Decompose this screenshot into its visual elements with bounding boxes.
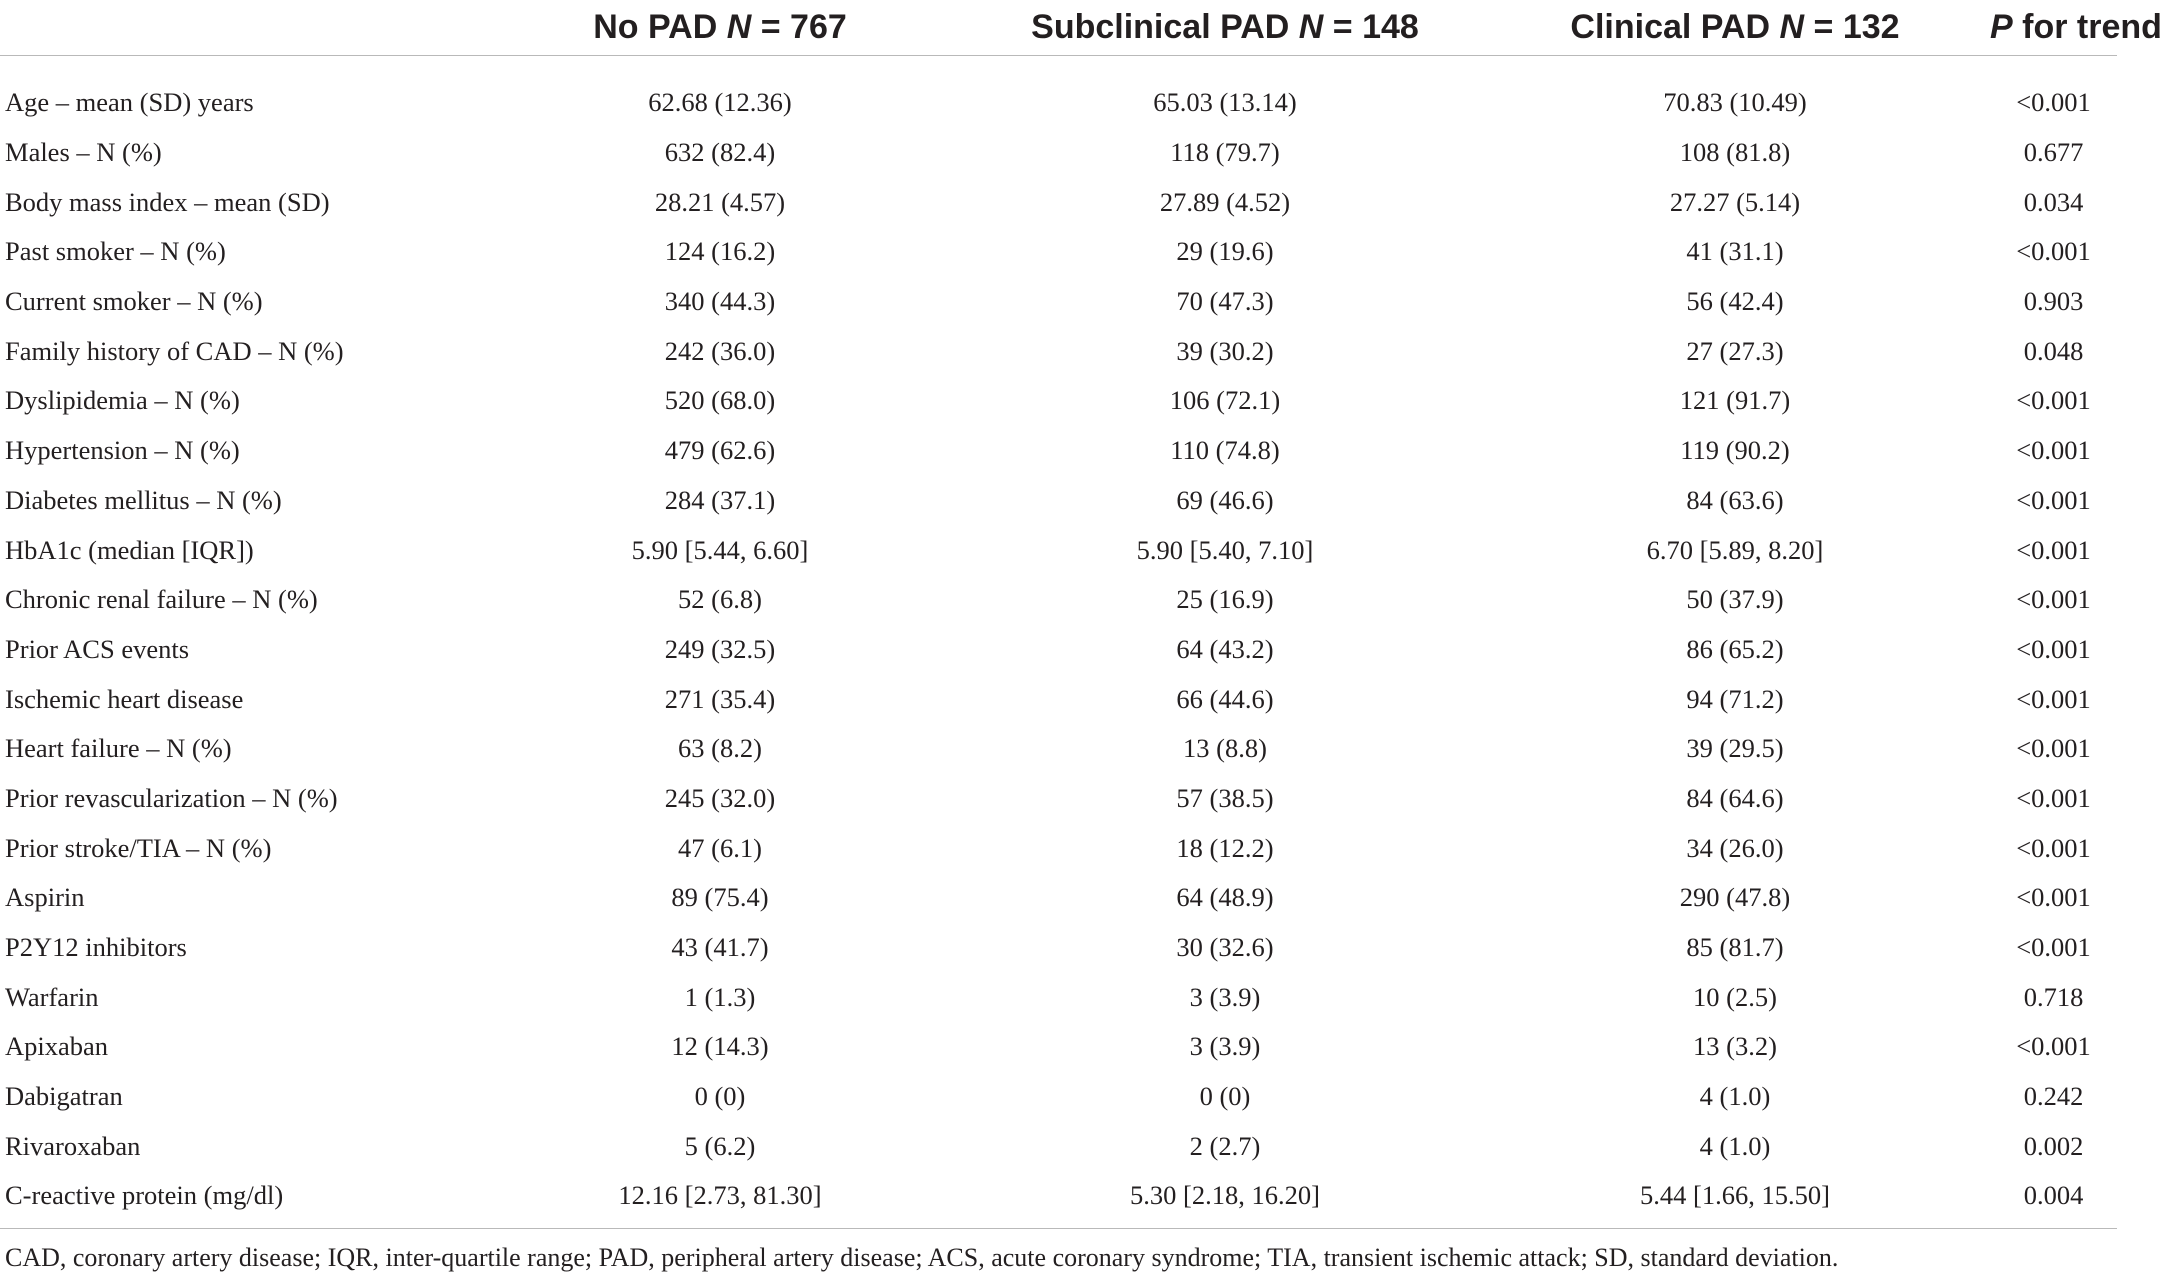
cell-clinical: 13 (3.2): [1693, 1031, 1777, 1062]
cell-no-pad: 5.90 [5.44, 6.60]: [631, 534, 809, 565]
cell-no-pad: 340 (44.3): [664, 286, 776, 317]
row-label: Past smoker – N (%): [5, 236, 226, 267]
table-row: [0, 923, 2117, 973]
header-p-for-trend: [1990, 0, 2162, 56]
row-label: Family history of CAD – N (%): [5, 335, 344, 366]
cell-p-value: <0.001: [2016, 534, 2091, 565]
cell-subclinical: 5.30 [2.18, 16.20]: [1130, 1180, 1320, 1211]
cell-no-pad: 284 (37.1): [664, 484, 776, 515]
cell-clinical: 39 (29.5): [1686, 733, 1784, 764]
table-row: [0, 128, 2117, 178]
cell-clinical: 70.83 (10.49): [1663, 87, 1807, 118]
cell-p-value: <0.001: [2016, 484, 2091, 515]
cell-subclinical: 3 (3.9): [1189, 1031, 1261, 1062]
table-row: [0, 78, 2117, 128]
cell-clinical: 27.27 (5.14): [1669, 186, 1801, 217]
cell-p-value: 0.677: [2023, 137, 2084, 168]
table-top-spacer: [0, 56, 2117, 79]
header-clinical-pad: [1480, 0, 1990, 56]
cell-p-value: <0.001: [2016, 932, 2091, 963]
cell-subclinical: 69 (46.6): [1176, 484, 1274, 515]
cell-subclinical: 66 (44.6): [1176, 683, 1274, 714]
row-label: Dyslipidemia – N (%): [5, 385, 240, 416]
row-label: Aspirin: [5, 882, 85, 913]
cell-no-pad: 47 (6.1): [678, 832, 762, 863]
table-row: [0, 1171, 2117, 1221]
row-label: Ischemic heart disease: [5, 683, 244, 714]
cell-p-value: 0.034: [2023, 186, 2084, 217]
cell-no-pad: 63 (8.2): [678, 733, 762, 764]
cell-no-pad: 43 (41.7): [671, 932, 769, 963]
header-subclinical-pad: [970, 0, 1480, 56]
cell-p-value: <0.001: [2016, 385, 2091, 416]
row-label: Prior ACS events: [5, 633, 190, 664]
cell-no-pad: 242 (36.0): [664, 335, 776, 366]
cell-p-value: <0.001: [2016, 733, 2091, 764]
header-p-italic: P: [1990, 8, 2013, 46]
cell-subclinical: 39 (30.2): [1176, 335, 1274, 366]
cell-no-pad: 0 (0): [694, 1081, 746, 1112]
cell-p-value: <0.001: [2016, 1031, 2091, 1062]
cell-subclinical: 30 (32.6): [1176, 932, 1274, 963]
cell-p-value: 0.903: [2023, 286, 2084, 317]
cell-no-pad: 632 (82.4): [664, 137, 776, 168]
cell-clinical: 85 (81.7): [1686, 932, 1784, 963]
table-footnote: CAD, coronary artery disease; IQR, inter-quartile range; PAD, peripheral artery disease; ACS, acute coronary syndrome; TIA, transient ischemic attack; SD, standard deviation.: [5, 1243, 1839, 1272]
cell-subclinical: 2 (2.7): [1189, 1130, 1261, 1161]
table-row: [0, 177, 2117, 227]
header-no-pad-count: = 767: [751, 8, 847, 46]
cell-clinical: 56 (42.4): [1686, 286, 1784, 317]
cell-p-value: <0.001: [2016, 832, 2091, 863]
header-label-column: [0, 0, 470, 56]
row-label: Current smoker – N (%): [5, 286, 263, 317]
cell-clinical: 10 (2.5): [1693, 981, 1777, 1012]
header-p-rest: for trend: [2012, 8, 2162, 46]
cell-no-pad: 245 (32.0): [664, 782, 776, 813]
row-label: C-reactive protein (mg/dl): [5, 1180, 284, 1211]
table-row: [0, 376, 2117, 426]
cell-no-pad: 12.16 [2.73, 81.30]: [618, 1180, 822, 1211]
cell-clinical: 86 (65.2): [1686, 633, 1784, 664]
header-subclinical-text: Subclinical PAD: [1031, 8, 1299, 46]
cell-no-pad: 520 (68.0): [664, 385, 776, 416]
cell-no-pad: 62.68 (12.36): [648, 87, 792, 118]
table-row: [0, 277, 2117, 327]
cell-clinical: 34 (26.0): [1686, 832, 1784, 863]
table-header: [0, 0, 2162, 56]
row-label: Diabetes mellitus – N (%): [5, 484, 282, 515]
table-row: [0, 476, 2117, 526]
header-no-pad-n: N: [726, 8, 752, 46]
cell-clinical: 6.70 [5.89, 8.20]: [1646, 534, 1824, 565]
cell-clinical: 4 (1.0): [1699, 1130, 1771, 1161]
header-clinical-n: N: [1779, 8, 1805, 46]
header-subclinical-n: N: [1298, 8, 1324, 46]
cell-p-value: <0.001: [2016, 435, 2091, 466]
header-subclinical-count: = 148: [1323, 8, 1419, 46]
table-row: [0, 1022, 2117, 1072]
cell-clinical: 5.44 [1.66, 15.50]: [1640, 1180, 1830, 1211]
table-row: [0, 1121, 2117, 1171]
table-body: [0, 56, 2117, 1221]
table-row: [0, 972, 2117, 1022]
row-label: Males – N (%): [5, 137, 162, 168]
cell-subclinical: 64 (48.9): [1176, 882, 1274, 913]
cell-p-value: <0.001: [2016, 633, 2091, 664]
table-row: [0, 575, 2117, 625]
cell-subclinical: 70 (47.3): [1176, 286, 1274, 317]
spacer-cell: [0, 56, 2117, 79]
row-label: HbA1c (median [IQR]): [5, 534, 254, 565]
cell-clinical: 50 (37.9): [1686, 584, 1784, 615]
cell-clinical: 121 (91.7): [1679, 385, 1791, 416]
cell-p-value: <0.001: [2016, 87, 2091, 118]
cell-no-pad: 12 (14.3): [671, 1031, 769, 1062]
cell-clinical: 27 (27.3): [1686, 335, 1784, 366]
header-row: [0, 0, 2117, 56]
cell-p-value: <0.001: [2016, 782, 2091, 813]
cell-subclinical: 29 (19.6): [1176, 236, 1274, 267]
cell-clinical: 84 (63.6): [1686, 484, 1784, 515]
cell-no-pad: 479 (62.6): [664, 435, 776, 466]
cell-p-value: <0.001: [2016, 236, 2091, 267]
cell-no-pad: 28.21 (4.57): [654, 186, 786, 217]
header-clinical-text: Clinical PAD: [1570, 8, 1780, 46]
table-row: [0, 724, 2117, 774]
cell-p-value: 0.004: [2023, 1180, 2084, 1211]
cell-no-pad: 1 (1.3): [684, 981, 756, 1012]
row-label: Warfarin: [5, 981, 99, 1012]
cell-subclinical: 5.90 [5.40, 7.10]: [1136, 534, 1314, 565]
row-label: Rivaroxaban: [5, 1130, 141, 1161]
row-label: Hypertension – N (%): [5, 435, 240, 466]
row-label: Heart failure – N (%): [5, 733, 232, 764]
table-row: [0, 525, 2117, 575]
table-row: [0, 227, 2117, 277]
table-row: [0, 326, 2117, 376]
row-label: Apixaban: [5, 1031, 109, 1062]
row-label: Dabigatran: [5, 1081, 123, 1112]
cell-p-value: 0.048: [2023, 335, 2084, 366]
cell-no-pad: 271 (35.4): [664, 683, 776, 714]
table-row: [0, 426, 2117, 476]
row-label: Age – mean (SD) years: [5, 87, 254, 118]
cell-p-value: 0.002: [2023, 1130, 2084, 1161]
header-no-pad-text: No PAD: [593, 8, 727, 46]
cell-subclinical: 110 (74.8): [1170, 435, 1280, 466]
cell-clinical: 94 (71.2): [1686, 683, 1784, 714]
cell-subclinical: 0 (0): [1199, 1081, 1251, 1112]
row-label: P2Y12 inhibitors: [5, 932, 187, 963]
cell-p-value: <0.001: [2016, 683, 2091, 714]
cell-p-value: 0.242: [2023, 1081, 2084, 1112]
cell-subclinical: 64 (43.2): [1176, 633, 1274, 664]
table-row: [0, 674, 2117, 724]
cell-no-pad: 5 (6.2): [684, 1130, 756, 1161]
cell-clinical: 290 (47.8): [1679, 882, 1791, 913]
cell-p-value: 0.718: [2023, 981, 2084, 1012]
cell-p-value: <0.001: [2016, 882, 2091, 913]
row-label: Prior stroke/TIA – N (%): [5, 832, 272, 863]
cell-subclinical: 27.89 (4.52): [1159, 186, 1291, 217]
row-label: Prior revascularization – N (%): [5, 782, 338, 813]
cell-subclinical: 57 (38.5): [1176, 782, 1274, 813]
table-row: [0, 625, 2117, 675]
cell-clinical: 108 (81.8): [1679, 137, 1791, 168]
cell-clinical: 41 (31.1): [1686, 236, 1784, 267]
row-label: Chronic renal failure – N (%): [5, 584, 318, 615]
header-clinical-count: = 132: [1804, 8, 1900, 46]
cell-subclinical: 106 (72.1): [1169, 385, 1281, 416]
table-row: [0, 823, 2117, 873]
cell-no-pad: 89 (75.4): [671, 882, 769, 913]
row-label: Body mass index – mean (SD): [5, 186, 330, 217]
cell-no-pad: 52 (6.8): [678, 584, 762, 615]
cell-subclinical: 18 (12.2): [1176, 832, 1274, 863]
header-no-pad: [470, 0, 970, 56]
cell-clinical: 119 (90.2): [1680, 435, 1790, 466]
cell-subclinical: 13 (8.8): [1183, 733, 1267, 764]
cell-no-pad: 249 (32.5): [664, 633, 776, 664]
cell-subclinical: 3 (3.9): [1189, 981, 1261, 1012]
cell-no-pad: 124 (16.2): [664, 236, 776, 267]
table-row: [0, 1072, 2117, 1122]
cell-subclinical: 65.03 (13.14): [1153, 87, 1297, 118]
table-row: [0, 774, 2117, 824]
cell-clinical: 4 (1.0): [1699, 1081, 1771, 1112]
cell-subclinical: 118 (79.7): [1170, 137, 1280, 168]
footnote-divider: [0, 1228, 2117, 1229]
table-row: [0, 873, 2117, 923]
cell-p-value: <0.001: [2016, 584, 2091, 615]
cell-clinical: 84 (64.6): [1686, 782, 1784, 813]
cell-subclinical: 25 (16.9): [1176, 584, 1274, 615]
